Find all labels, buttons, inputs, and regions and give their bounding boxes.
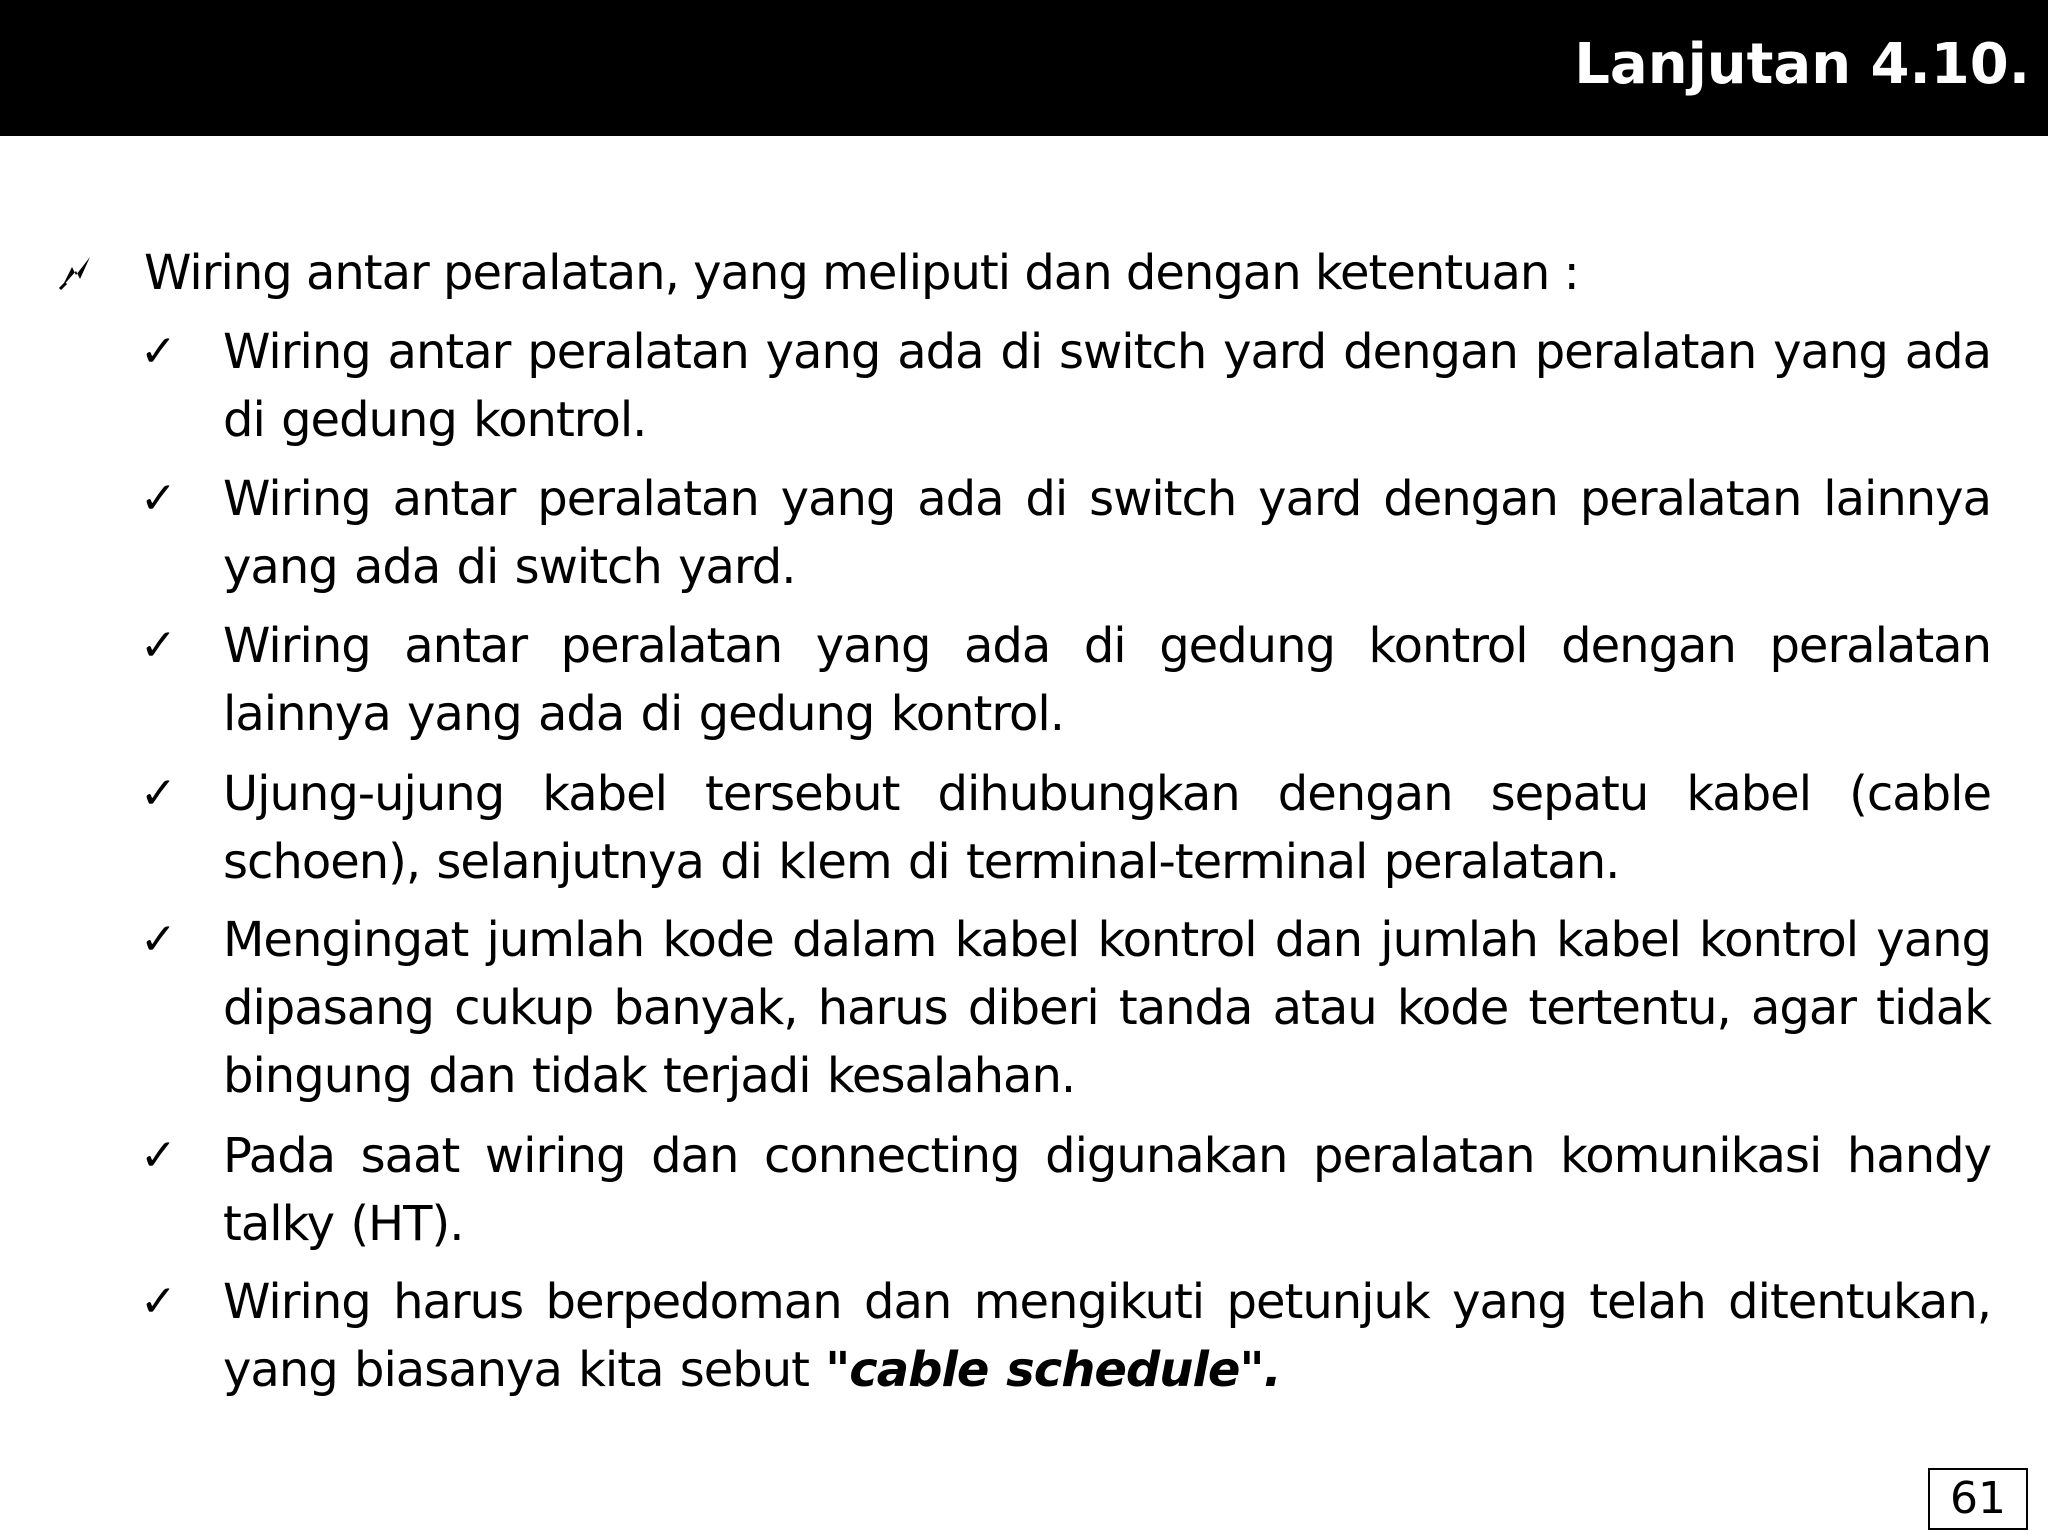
check-icon: ✓ (140, 1130, 177, 1181)
page-number: 61 (1928, 1468, 2028, 1530)
main-bullet (56, 243, 1996, 313)
cable-schedule-emphasis: "cable schedule". (825, 1342, 1281, 1398)
check-icon: ✓ (140, 768, 177, 819)
check-icon: ✓ (140, 326, 177, 377)
main-bullet-text: Wiring antar peralatan, yang meliputi dan dengan ketentuan : (144, 245, 1579, 301)
lightning-bolt-icon (56, 253, 96, 293)
check-icon: ✓ (140, 620, 177, 671)
list-item-text: Wiring antar peralatan yang ada di switch yard dengan peralatan lainnya yang ada di switch yard. (223, 471, 1991, 595)
list-item-text: Mengingat jumlah kode dalam kabel kontrol dan jumlah kabel kontrol yang dipasang cukup banyak, harus diberi tanda atau kode tertentu, agar tidak bingung dan tidak terjadi kesalahan. (223, 912, 1991, 1104)
check-icon: ✓ (140, 473, 177, 524)
slide-title: Lanjutan 4.10. (1574, 32, 2030, 97)
list-item-text: Pada saat wiring dan connecting digunakan peralatan komunikasi handy talky (HT). (223, 1128, 1991, 1252)
list-item-text-plain: Wiring harus berpedoman dan mengikuti petunjuk yang telah ditentukan, yang biasanya kita sebut (223, 1274, 1991, 1398)
list-item-text: Ujung-ujung kabel tersebut dihubungkan dengan sepatu kabel (cable schoen), selanjutnya di klem di terminal-terminal peralatan. (223, 766, 1991, 890)
list-item-text (223, 1268, 1991, 1404)
check-icon: ✓ (140, 1276, 177, 1327)
check-icon: ✓ (140, 914, 177, 965)
list-item-text: Wiring antar peralatan yang ada di switch yard dengan peralatan yang ada di gedung kontrol. (223, 324, 1991, 448)
list-item-text: Wiring antar peralatan yang ada di gedung kontrol dengan peralatan lainnya yang ada di gedung kontrol. (223, 618, 1991, 742)
